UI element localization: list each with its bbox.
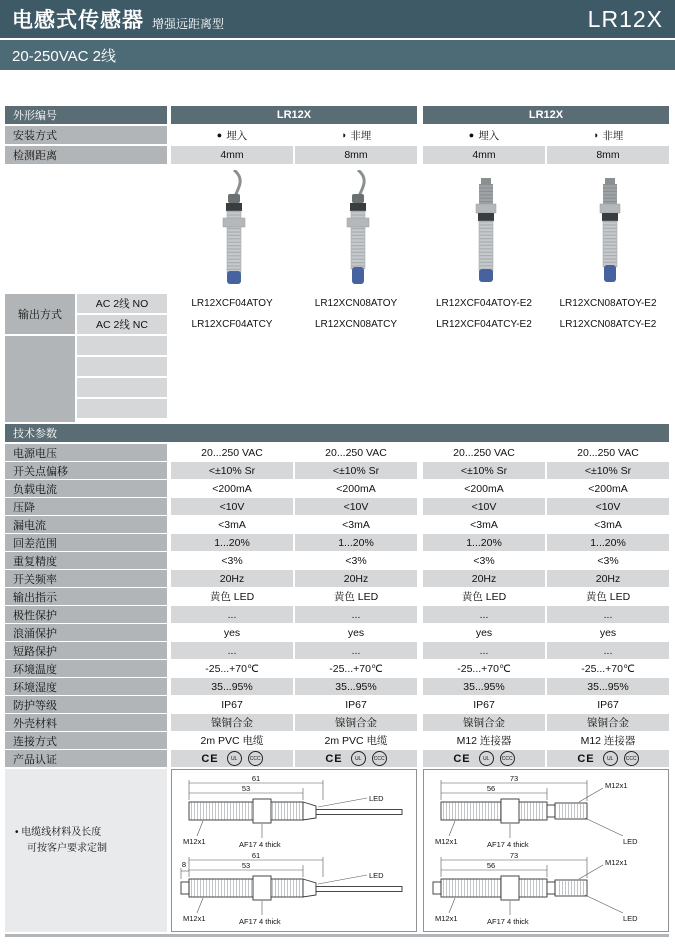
connector-thread-label: M12x1 [605, 781, 628, 790]
output-sub-label: AC 2线 NC [77, 315, 167, 334]
ul-mark-icon: UL [603, 751, 618, 766]
spec-label: 外壳材料 [5, 714, 167, 731]
ce-mark-icon: CE [577, 752, 595, 765]
spec-row-ambient-temp [5, 660, 670, 677]
spec-value: ... [171, 642, 293, 659]
spec-label: 压降 [5, 498, 167, 515]
output-rows [77, 294, 669, 334]
spec-label: 回差范围 [5, 534, 167, 551]
part-number: LR12XCF04ATOY-E2 [423, 294, 545, 313]
led-label: LED [623, 837, 638, 846]
distance-value: 4mm [423, 146, 545, 164]
spec-value: 镍铜合金 [171, 714, 293, 731]
dim-total: 61 [251, 851, 261, 860]
distance-value: 8mm [547, 146, 669, 164]
spec-row-drift [5, 462, 670, 479]
spec-row-housing [5, 714, 670, 731]
bullet: • [15, 827, 19, 838]
voltage-label: 20-250VAC 2线 [12, 47, 116, 65]
spec-value: ... [171, 606, 293, 623]
ul-mark-icon: UL [351, 751, 366, 766]
nut-label: AF17 4 thick [239, 917, 281, 926]
spec-row-humidity [5, 678, 670, 695]
product-photo-cable-nonflush [295, 166, 417, 292]
spec-row-frequency [5, 570, 670, 587]
spec-row-repeatability [5, 552, 670, 569]
output-sub-label: AC 2线 NO [77, 294, 167, 313]
spec-label: 电源电压 [5, 444, 167, 461]
spec-value: ... [295, 642, 417, 659]
spec-value: <10V [171, 498, 293, 515]
spec-row-voltage-drop [5, 498, 670, 515]
mounting-label: 安装方式 [5, 126, 167, 144]
spec-label: 开关点偏移 [5, 462, 167, 479]
thread-label: M12x1 [435, 914, 458, 923]
spec-value: <10V [423, 498, 545, 515]
part-number: LR12XCN08ATCY-E2 [547, 315, 669, 334]
ce-mark-icon: CE [325, 752, 343, 765]
distance-label: 检测距离 [5, 146, 167, 164]
certification-marks [171, 750, 293, 767]
dim-total: 73 [509, 774, 519, 783]
empty-rows [77, 336, 171, 422]
spec-label: 极性保护 [5, 606, 167, 623]
thread-label: M12x1 [183, 914, 206, 923]
spec-label: 重复精度 [5, 552, 167, 569]
shape-number-header: 外形编号 [5, 106, 167, 124]
product-photo-connector-flush [423, 166, 545, 292]
spec-value: IP67 [547, 696, 669, 713]
spec-label: 防护等级 [5, 696, 167, 713]
spec-value: <3% [423, 552, 545, 569]
spec-value: 黄色 LED [423, 588, 545, 605]
customization-note [5, 769, 167, 932]
spec-value: 20...250 VAC [171, 444, 293, 461]
spec-value: 2m PVC 电缆 [171, 732, 293, 749]
thread-label: M12x1 [435, 837, 458, 846]
mounting-value [295, 126, 417, 144]
ul-mark-icon: UL [479, 751, 494, 766]
spec-value: 20...250 VAC [423, 444, 545, 461]
output-mode-label: 输出方式 [5, 294, 75, 334]
spec-label: 环境湿度 [5, 678, 167, 695]
spec-value: yes [423, 624, 545, 641]
certification-marks [295, 750, 417, 767]
dim-body: 56 [486, 861, 496, 870]
spec-value: <3mA [295, 516, 417, 533]
spec-value: ... [547, 606, 669, 623]
flush-icon: ● [468, 130, 475, 140]
empty-row [77, 378, 171, 397]
spec-label: 漏电流 [5, 516, 167, 533]
dimension-panel-connector [423, 769, 669, 932]
ccc-mark-icon: CCC [500, 751, 515, 766]
part-number: LR12XCF04ATCY [171, 315, 293, 334]
nut-label: AF17 4 thick [487, 917, 529, 926]
led-label: LED [369, 871, 384, 880]
spec-value: 20Hz [547, 570, 669, 587]
sensor-connector-image [586, 170, 630, 288]
mounting-text: 非埋 [602, 129, 624, 142]
spec-value: 镍铜合金 [295, 714, 417, 731]
spec-value: yes [295, 624, 417, 641]
mounting-value [423, 126, 545, 144]
spec-value: <±10% Sr [295, 462, 417, 479]
tech-params-header: 技术参数 [5, 424, 669, 442]
sensor-cable-image [334, 170, 378, 288]
spec-value: 20Hz [295, 570, 417, 587]
sensor-cable-image [210, 170, 254, 288]
part-number: LR12XCF04ATOY [171, 294, 293, 313]
mounting-text: 埋入 [478, 129, 500, 142]
spec-value: ... [423, 642, 545, 659]
spec-label: 短路保护 [5, 642, 167, 659]
spec-label: 开关频率 [5, 570, 167, 587]
note-line-1: 电缆线材料及长度 [21, 827, 102, 838]
empty-main-cell [5, 336, 75, 422]
spec-row-polarity [5, 606, 670, 623]
spec-row-leakage [5, 516, 670, 533]
mounting-value [547, 126, 669, 144]
distance-value: 8mm [295, 146, 417, 164]
spec-value: <±10% Sr [423, 462, 545, 479]
spec-value: 20Hz [171, 570, 293, 587]
series-header-row [5, 106, 670, 124]
empty-row [77, 357, 171, 376]
spec-value: <3% [171, 552, 293, 569]
spec-value: 镍铜合金 [423, 714, 545, 731]
spec-value: 20Hz [423, 570, 545, 587]
spec-value: <3% [295, 552, 417, 569]
drawing-connector-flush [427, 774, 665, 850]
spec-value: 1...20% [295, 534, 417, 551]
spec-value: <3mA [547, 516, 669, 533]
spec-value: ... [295, 606, 417, 623]
mounting-value [171, 126, 293, 144]
ccc-mark-icon: CCC [372, 751, 387, 766]
output-row-nc [77, 315, 669, 334]
dimension-panel-cable [171, 769, 417, 932]
product-photo-cable-flush [171, 166, 293, 292]
page-title: 电感式传感器 [12, 9, 144, 32]
spec-value: <3mA [423, 516, 545, 533]
drawing-connector-nonflush [427, 851, 665, 927]
page-subtitle: 增强远距离型 [152, 17, 225, 31]
distance-row [5, 146, 670, 164]
spec-value: <200mA [547, 480, 669, 497]
ccc-mark-icon: CCC [248, 751, 263, 766]
part-number: LR12XCN08ATOY [295, 294, 417, 313]
spec-value: <200mA [171, 480, 293, 497]
spec-value: 1...20% [547, 534, 669, 551]
spec-label: 产品认证 [5, 750, 167, 767]
spec-value: 35...95% [547, 678, 669, 695]
spec-value: 黄色 LED [295, 588, 417, 605]
dim-body: 53 [241, 861, 251, 870]
thread-label: M12x1 [183, 837, 206, 846]
spec-row-connection [5, 732, 670, 749]
spec-row-hysteresis [5, 534, 670, 551]
spec-value: <±10% Sr [171, 462, 293, 479]
sensor-connector-image [462, 170, 506, 288]
spec-value: 35...95% [171, 678, 293, 695]
spec-value: <200mA [295, 480, 417, 497]
bottom-divider [5, 934, 669, 937]
spec-value: 20...250 VAC [547, 444, 669, 461]
spec-value: yes [547, 624, 669, 641]
mounting-text: 埋入 [226, 129, 248, 142]
spec-value: -25...+70℃ [547, 660, 669, 677]
spec-row-load-current [5, 480, 670, 497]
spec-row-voltage [5, 444, 670, 461]
certification-marks [547, 750, 669, 767]
spec-row-short-circuit [5, 642, 670, 659]
certification-marks [423, 750, 545, 767]
spec-value: -25...+70℃ [295, 660, 417, 677]
led-label: LED [623, 914, 638, 923]
spec-value: <10V [295, 498, 417, 515]
spec-label: 连接方式 [5, 732, 167, 749]
ce-mark-icon: CE [453, 752, 471, 765]
empty-section [5, 336, 670, 422]
spec-value: -25...+70℃ [171, 660, 293, 677]
model-number: LR12X [587, 5, 663, 32]
part-number: LR12XCN08ATOY-E2 [547, 294, 669, 313]
spec-label: 输出指示 [5, 588, 167, 605]
dim-total: 73 [509, 851, 519, 860]
non-flush-icon: ◑ [340, 130, 347, 140]
spec-label: 浪涌保护 [5, 624, 167, 641]
part-number: LR12XCF04ATCY-E2 [423, 315, 545, 334]
drawing-cable-nonflush [175, 851, 413, 927]
empty-row [77, 399, 171, 418]
dim-body: 56 [486, 784, 496, 793]
product-photo-connector-nonflush [547, 166, 669, 292]
spec-value: 35...95% [423, 678, 545, 695]
series-header-2: LR12X [423, 106, 669, 124]
spec-row-ip-rating [5, 696, 670, 713]
dim-body: 53 [241, 784, 251, 793]
spec-row-surge [5, 624, 670, 641]
spec-value: -25...+70℃ [423, 660, 545, 677]
spec-value: IP67 [295, 696, 417, 713]
product-images-row [5, 166, 670, 292]
dim-tip: 8 [181, 860, 187, 869]
spec-value: M12 连接器 [423, 732, 545, 749]
spec-row-indicator [5, 588, 670, 605]
spec-value: IP67 [171, 696, 293, 713]
spec-value: 镍铜合金 [547, 714, 669, 731]
spec-value: IP67 [423, 696, 545, 713]
tech-header-row [5, 424, 670, 442]
flush-icon: ● [216, 130, 223, 140]
spec-value: <±10% Sr [547, 462, 669, 479]
voltage-bar [0, 40, 675, 70]
ccc-mark-icon: CCC [624, 751, 639, 766]
spec-value: M12 连接器 [547, 732, 669, 749]
distance-value: 4mm [171, 146, 293, 164]
spec-value: <200mA [423, 480, 545, 497]
spec-label: 负载电流 [5, 480, 167, 497]
spec-value: yes [171, 624, 293, 641]
spec-value: <3% [547, 552, 669, 569]
spec-value: 1...20% [171, 534, 293, 551]
spec-table [0, 70, 675, 937]
spec-value: 2m PVC 电缆 [295, 732, 417, 749]
part-number: LR12XCN08ATCY [295, 315, 417, 334]
mounting-text: 非埋 [350, 129, 372, 142]
spec-value: 1...20% [423, 534, 545, 551]
output-section [5, 294, 670, 334]
nut-label: AF17 4 thick [239, 840, 281, 849]
spec-value: 20...250 VAC [295, 444, 417, 461]
spec-label: 环境温度 [5, 660, 167, 677]
output-row-no [77, 294, 669, 313]
ul-mark-icon: UL [227, 751, 242, 766]
spec-value: <10V [547, 498, 669, 515]
non-flush-icon: ◑ [592, 130, 599, 140]
led-label: LED [369, 794, 384, 803]
spec-value: 黄色 LED [547, 588, 669, 605]
spec-value: 35...95% [295, 678, 417, 695]
spec-value: <3mA [171, 516, 293, 533]
mounting-row [5, 126, 670, 144]
connector-thread-label: M12x1 [605, 858, 628, 867]
ce-mark-icon: CE [201, 752, 219, 765]
nut-label: AF17 4 thick [487, 840, 529, 849]
spec-value: 黄色 LED [171, 588, 293, 605]
spec-value: ... [547, 642, 669, 659]
dim-total: 61 [251, 774, 261, 783]
series-header-1: LR12X [171, 106, 417, 124]
spec-value: ... [423, 606, 545, 623]
spec-row-certification [5, 750, 670, 767]
empty-row [77, 336, 171, 355]
drawing-cable-flush [175, 774, 413, 850]
page-header [0, 0, 675, 38]
bottom-section [5, 769, 670, 932]
note-line-2: 可按客户要求定制 [27, 843, 107, 854]
